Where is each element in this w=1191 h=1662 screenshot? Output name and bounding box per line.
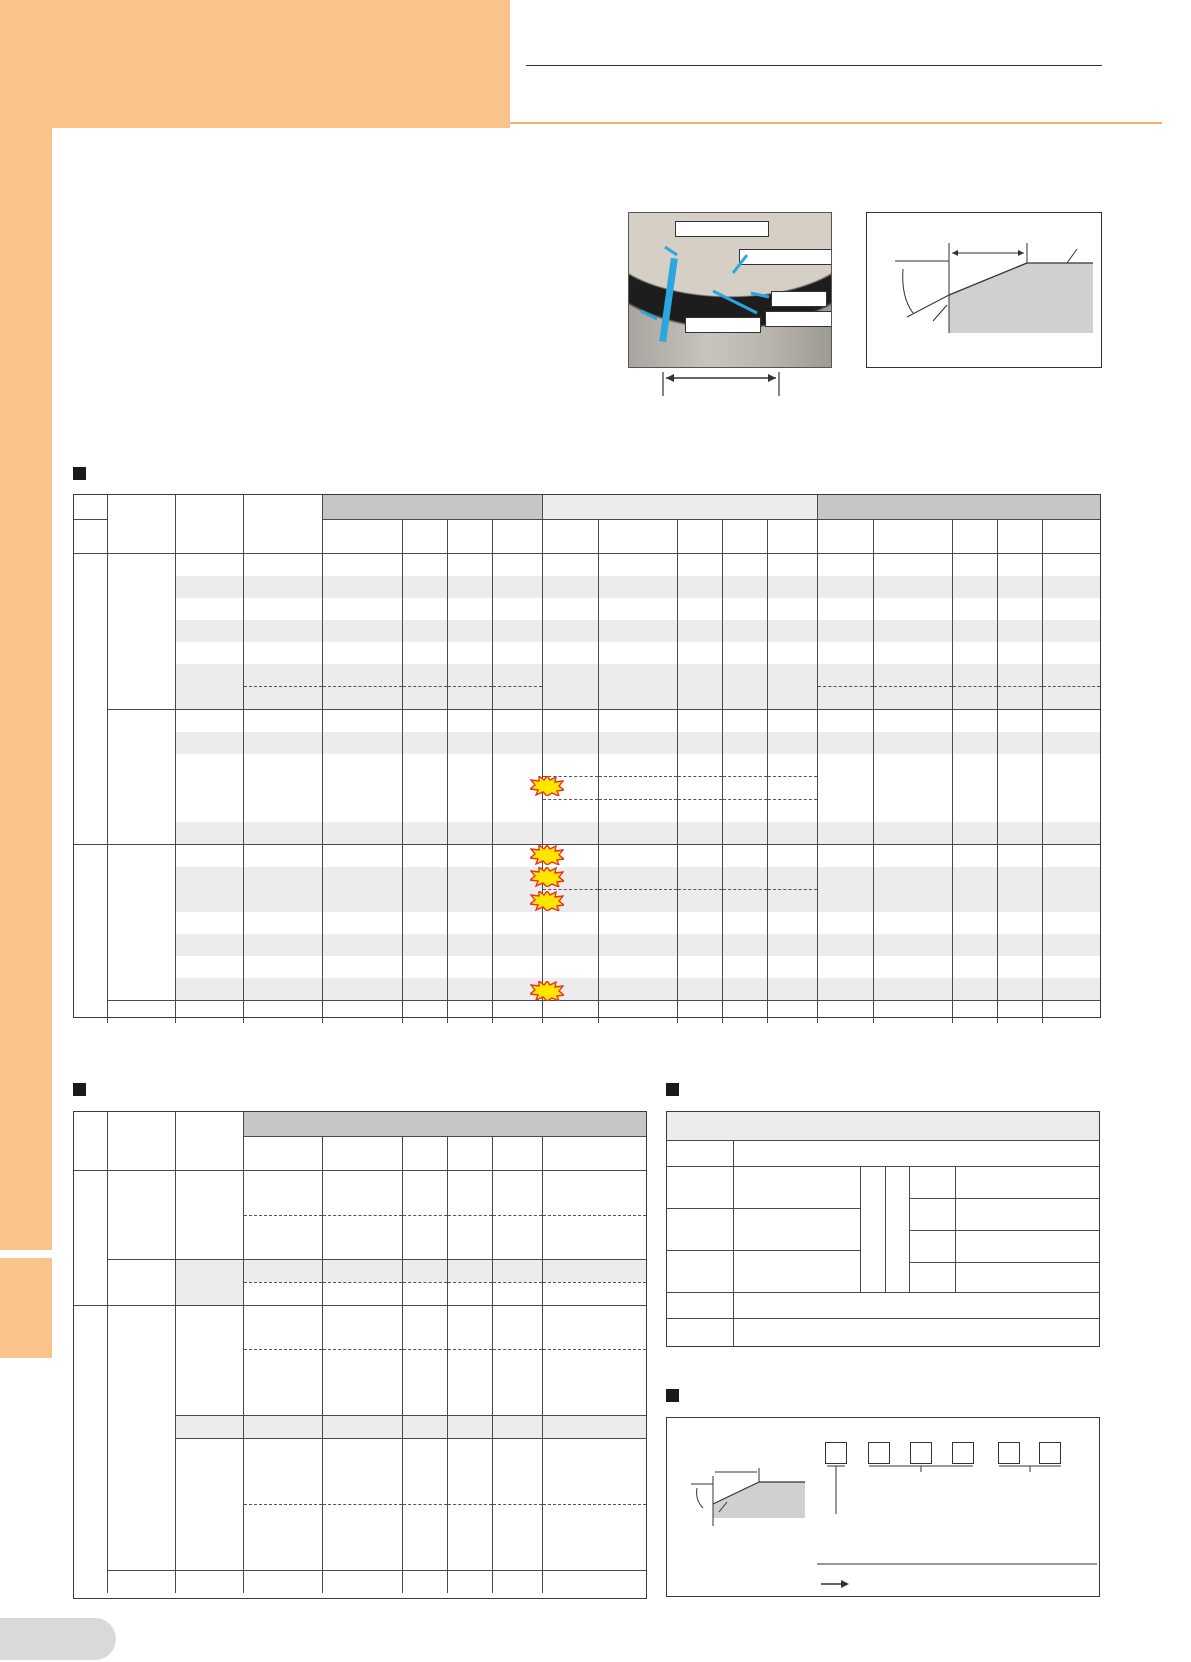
table-column-header [74,1137,646,1171]
table-row [74,1505,646,1571]
table-row [74,1259,646,1282]
table-row [74,822,1100,845]
grade-table [73,494,1101,1018]
header-rule [526,65,1102,66]
table-row [74,710,1100,733]
new-badge-icon [530,867,564,887]
table-row [74,576,1100,598]
photo-dimension-arrow [662,372,784,396]
new-badge-icon [530,981,564,1001]
table-row [74,934,1100,956]
code-box [998,1442,1020,1464]
section-marker [73,1083,86,1096]
table-total-row [74,1001,1100,1024]
table-row [74,554,1100,577]
table-row [74,912,1100,934]
table-row [74,867,1100,890]
table-row [74,845,1100,868]
table-total-row [74,1571,646,1594]
table-row [74,1416,646,1439]
grade-table-grid [74,495,1100,1023]
table-row [74,598,1100,620]
chamfer-sketch [675,1446,805,1526]
spec-table-header [667,1112,1099,1140]
table-group-header [74,495,1100,520]
callout-arrows [629,213,831,367]
new-badge-icon [530,776,564,796]
table-row [74,956,1100,978]
table-row [74,890,1100,913]
table-column-header [74,520,1100,554]
code-box [1039,1442,1061,1464]
table-row [74,732,1100,754]
table-row [74,620,1100,642]
code-box [825,1442,847,1464]
table-row [74,1215,646,1259]
table-row [74,664,1100,687]
new-badge-icon [530,891,564,911]
order-code-box [666,1417,1100,1597]
table-row [74,1439,646,1505]
table-group-header [74,1112,646,1137]
code-box [868,1442,890,1464]
table-row [74,800,1100,823]
table-row [74,754,1100,777]
table-row [74,687,1100,710]
header-orange-rule [510,122,1162,124]
code-box [952,1442,974,1464]
coated-grade-table-grid [74,1112,646,1593]
new-badge-icon [530,845,564,865]
code-leader-lines [817,1464,1097,1594]
table-row [74,777,1100,800]
table-row [74,978,1100,1001]
page-number-tab [0,1618,116,1660]
workpiece-photo [628,212,832,368]
header-band [0,0,510,128]
side-band [0,0,52,1258]
code-box [910,1442,932,1464]
spec-table [666,1111,1100,1347]
table-row [74,1305,646,1350]
section-marker [666,1083,679,1096]
table-row [74,642,1100,664]
section-marker [73,467,86,480]
table-row [74,1171,646,1216]
section-marker [666,1389,679,1402]
coated-grade-table [73,1111,647,1599]
table-row [74,1282,646,1305]
side-band-gap [0,1250,52,1258]
side-band-tab [0,1258,52,1358]
table-row [74,1350,646,1416]
chamfer-diagram [866,212,1102,368]
